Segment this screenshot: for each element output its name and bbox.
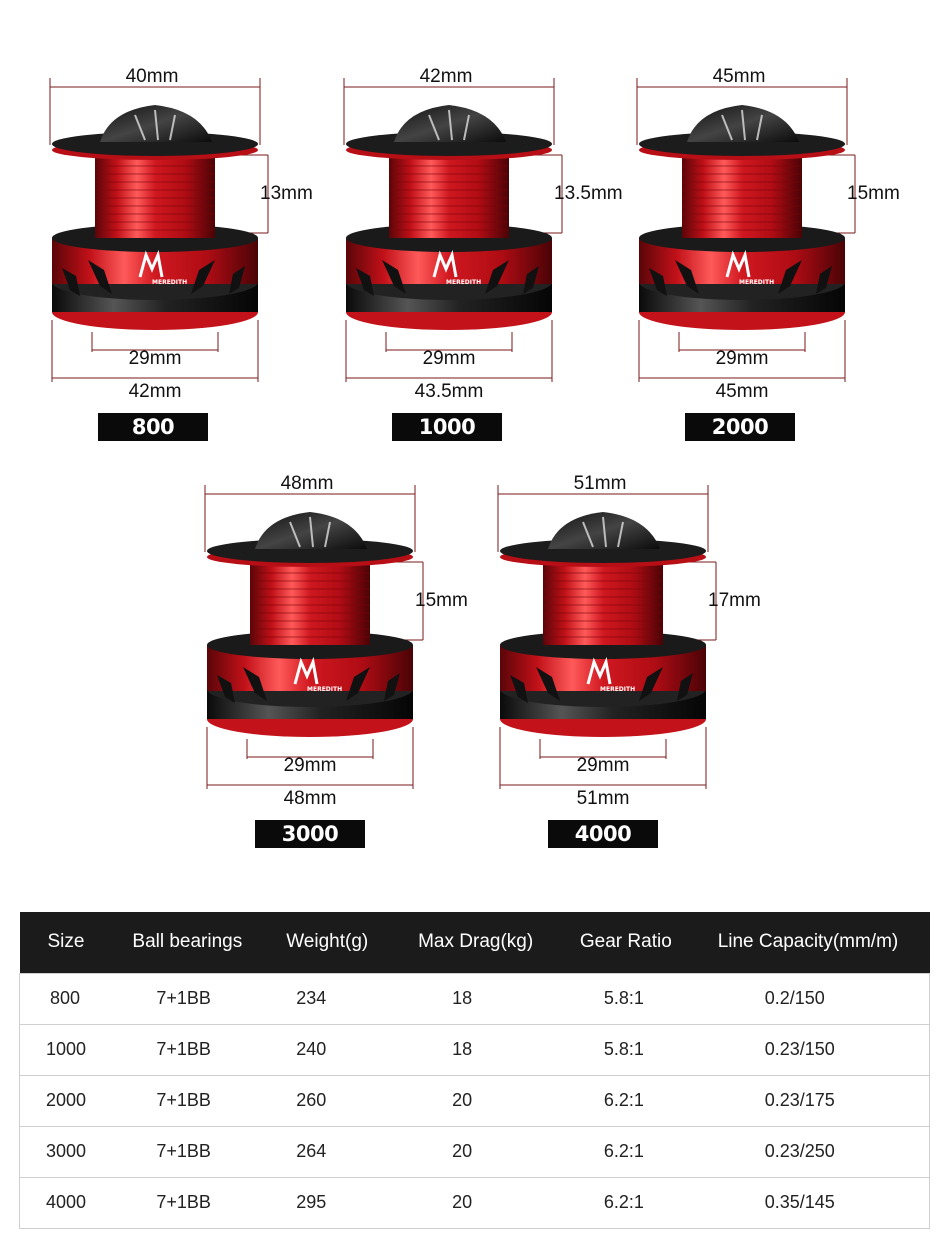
cell-max-drag: 20 [402,1126,553,1177]
cell-ball-bearings: 7+1BB [120,1024,270,1075]
top-width-label: 48mm [280,473,334,494]
cell-line-capacity: 0.23/175 [700,1075,930,1126]
spool-image [627,60,867,360]
cell-weight: 264 [270,1126,402,1177]
spec-table [19,912,930,1229]
cell-ball-bearings: 7+1BB [120,973,270,1024]
col-header-max-drag: Max Drag(kg) [418,931,534,953]
cell-gear-ratio: 6.2:1 [553,1177,700,1228]
cell-gear-ratio: 5.8:1 [553,1024,700,1075]
cell-size: 3000 [20,1126,121,1177]
table-row [20,1126,930,1177]
spool-800 [40,60,313,450]
cell-line-capacity: 0.2/150 [700,973,930,1024]
inner-width-label: 29mm [128,348,182,369]
top-width-label: 51mm [573,473,627,494]
spool-image [334,60,574,360]
cell-weight: 295 [270,1177,402,1228]
model-badge-2000: 2000 [685,413,795,441]
table-row [20,1177,930,1228]
brand-text: MEREDITH [152,279,188,286]
table-header-row [20,912,930,973]
bottom-width-label: 48mm [283,788,337,809]
brand-text: MEREDITH [739,279,775,286]
cell-size: 800 [20,973,121,1024]
table-row [20,1075,930,1126]
col-header-ball-bearings: Ball bearings [132,931,243,953]
cell-max-drag: 18 [402,1024,553,1075]
top-width-label: 45mm [712,66,766,87]
spool-image [195,467,435,767]
model-badge-1000: 1000 [392,413,502,441]
top-width-label: 40mm [125,66,179,87]
height-label: 15mm [415,590,468,611]
height-label: 15mm [847,183,900,204]
model-badge-4000: 4000 [548,820,658,848]
spool-image [40,60,280,360]
model-badge-3000: 3000 [255,820,365,848]
cell-weight: 260 [270,1075,402,1126]
height-label: 17mm [708,590,761,611]
spool-4000 [488,467,761,857]
cell-size: 2000 [20,1075,121,1126]
col-header-gear-ratio: Gear Ratio [579,931,672,953]
cell-gear-ratio: 6.2:1 [553,1126,700,1177]
cell-ball-bearings: 7+1BB [120,1075,270,1126]
cell-gear-ratio: 5.8:1 [553,973,700,1024]
cell-line-capacity: 0.23/250 [700,1126,930,1177]
height-label: 13.5mm [554,183,623,204]
cell-max-drag: 20 [402,1177,553,1228]
col-header-weight: Weight(g) [286,931,369,953]
spool-1000 [334,60,623,450]
cell-ball-bearings: 7+1BB [120,1177,270,1228]
brand-text: MEREDITH [446,279,482,286]
bottom-width-label: 51mm [576,788,630,809]
model-badge-800: 800 [98,413,208,441]
cell-size: 1000 [20,1024,121,1075]
cell-line-capacity: 0.35/145 [700,1177,930,1228]
cell-weight: 234 [270,973,402,1024]
cell-line-capacity: 0.23/150 [700,1024,930,1075]
bottom-width-label: 45mm [715,381,769,402]
top-width-label: 42mm [419,66,473,87]
cell-weight: 240 [270,1024,402,1075]
inner-width-label: 29mm [422,348,476,369]
bottom-width-label: 43.5mm [414,381,484,402]
brand-text: MEREDITH [307,686,343,693]
inner-width-label: 29mm [715,348,769,369]
spool-image [488,467,728,767]
brand-text: MEREDITH [600,686,636,693]
table-row [20,973,930,1024]
cell-size: 4000 [20,1177,121,1228]
cell-max-drag: 20 [402,1075,553,1126]
height-label: 13mm [260,183,313,204]
cell-gear-ratio: 6.2:1 [553,1075,700,1126]
col-header-size: Size [47,931,85,953]
spool-3000 [195,467,468,857]
cell-max-drag: 18 [402,973,553,1024]
cell-ball-bearings: 7+1BB [120,1126,270,1177]
spool-2000 [627,60,900,450]
inner-width-label: 29mm [576,755,630,776]
table-row [20,1024,930,1075]
col-header-line-capacity: Line Capacity(mm/m) [717,931,899,953]
bottom-width-label: 42mm [128,381,182,402]
inner-width-label: 29mm [283,755,337,776]
